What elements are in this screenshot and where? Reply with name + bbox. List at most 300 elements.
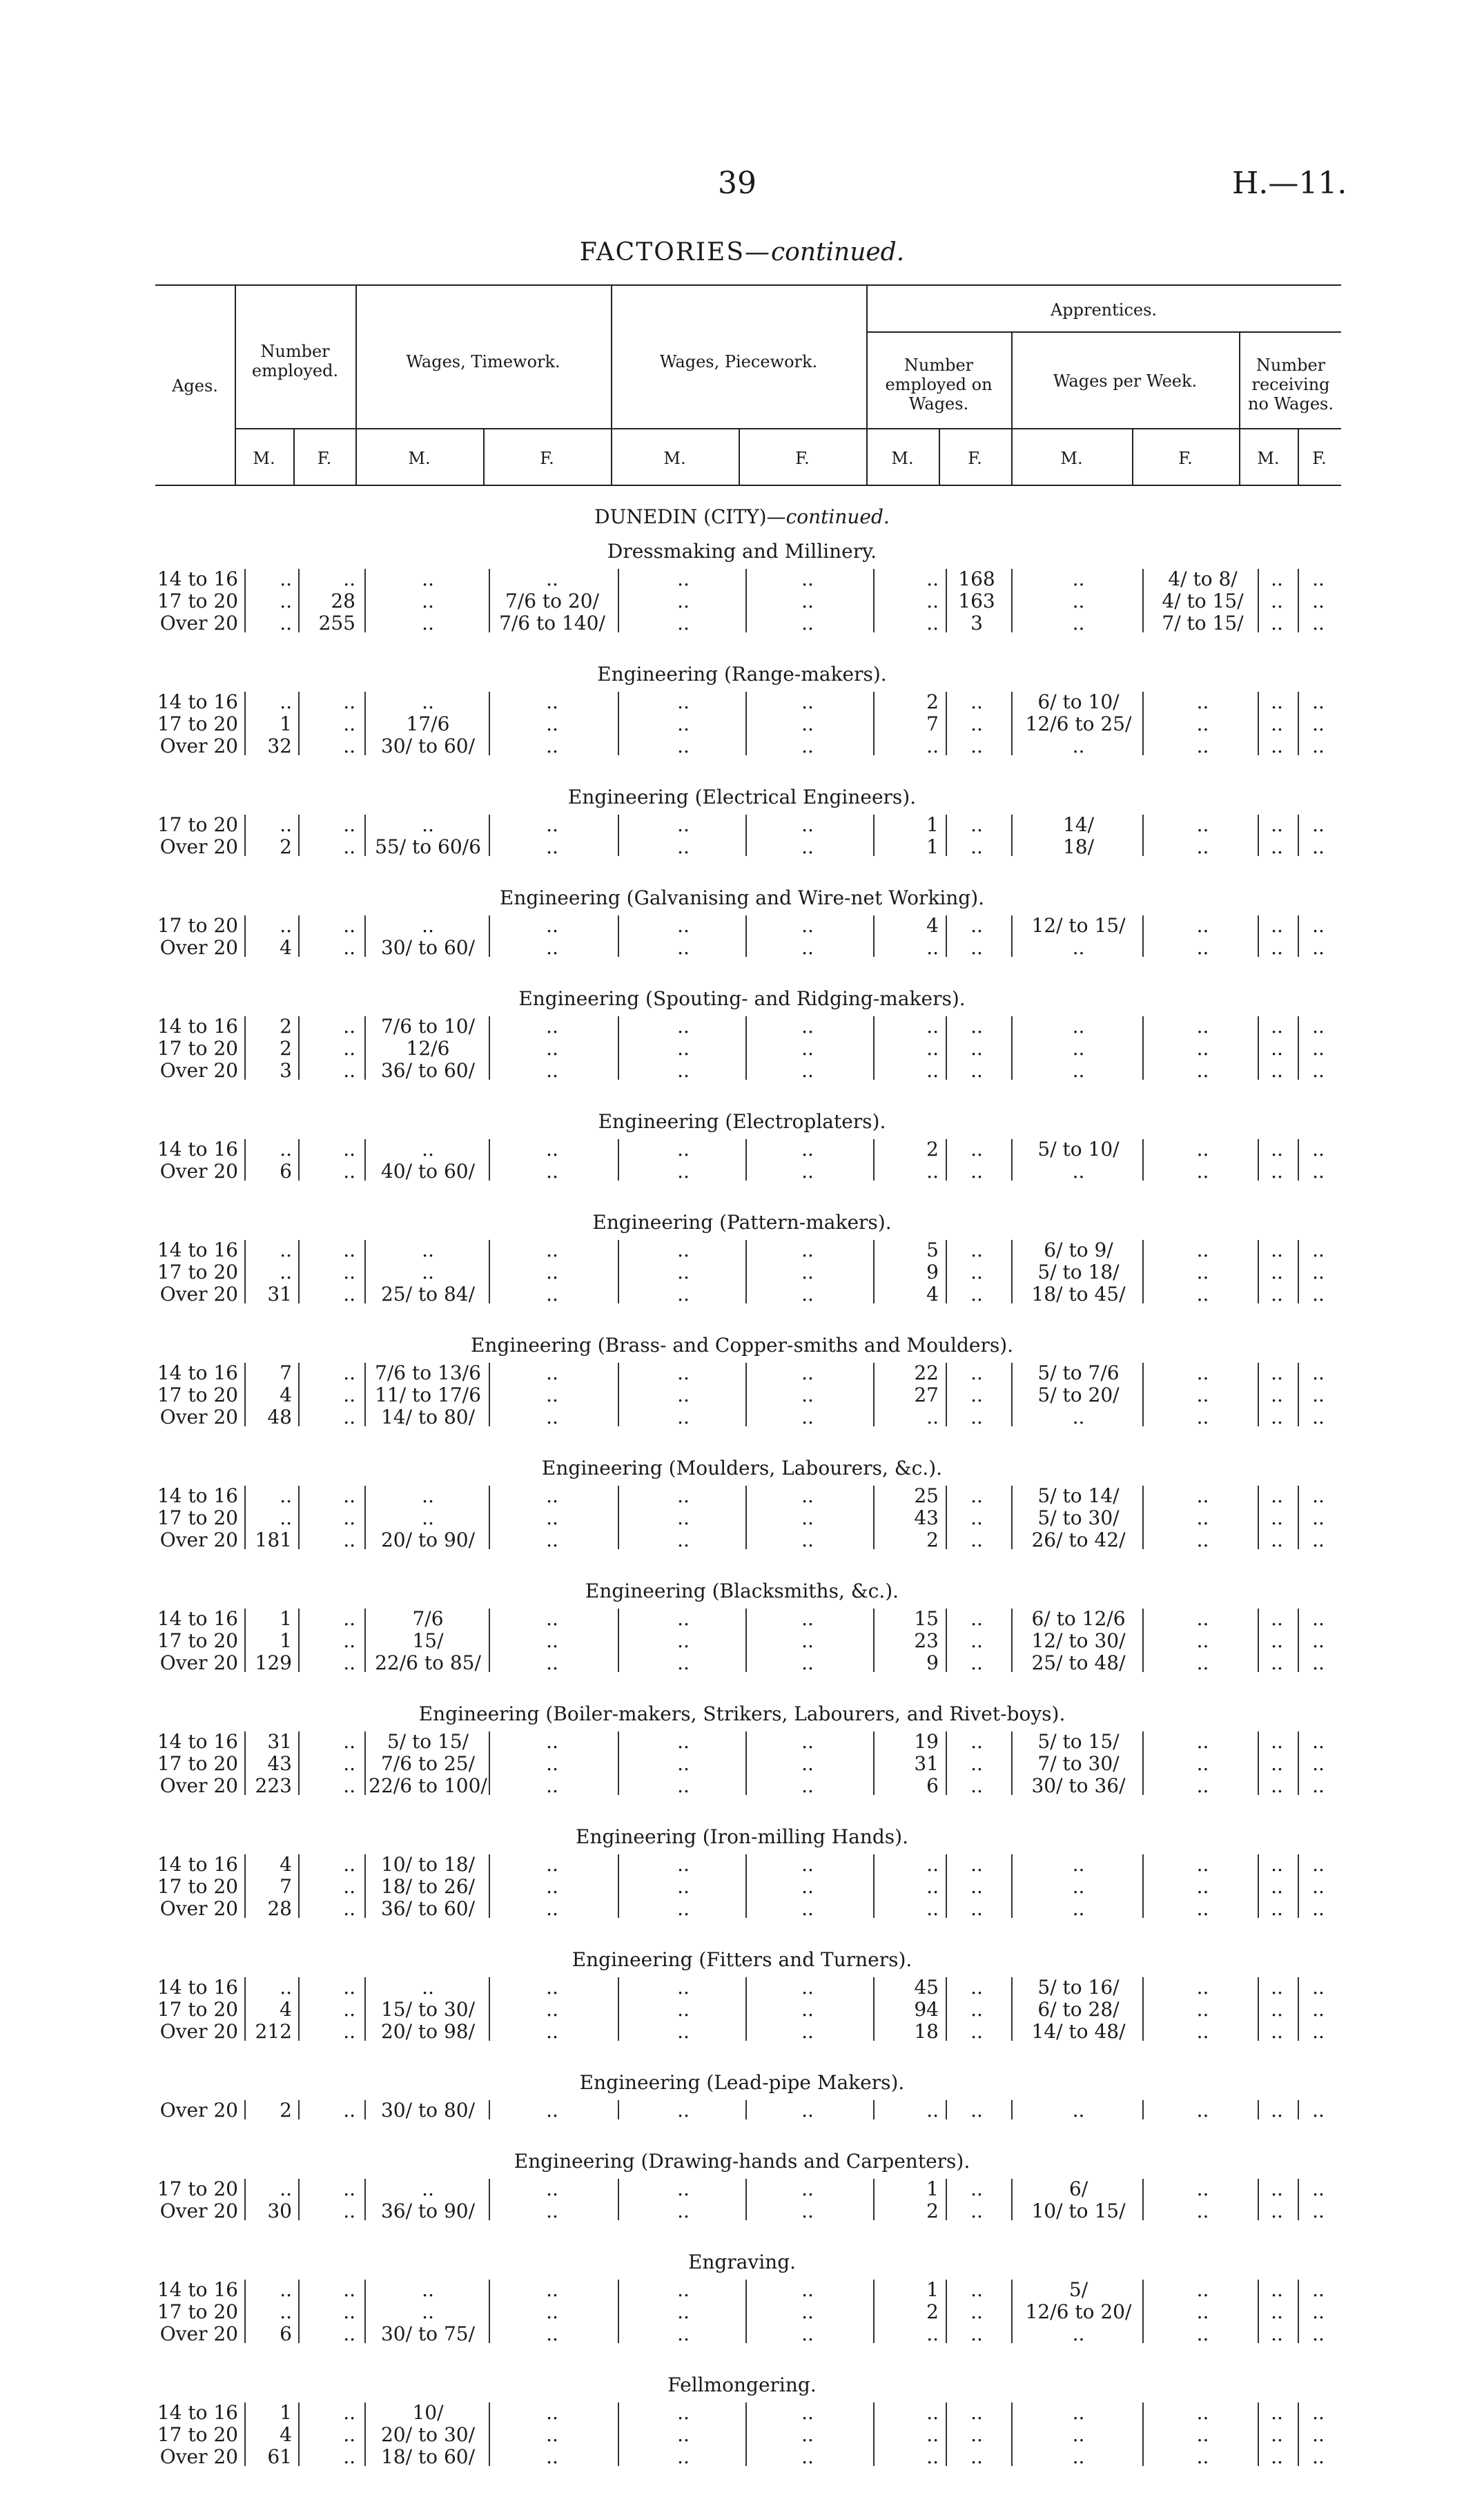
employed-male: ..: [280, 1484, 292, 1507]
column-rule: [873, 569, 875, 632]
column-rule: [946, 1240, 947, 1303]
no-wages-male: ..: [1271, 1261, 1283, 1283]
employed-female: ..: [343, 1998, 355, 2021]
table-row: [0, 2099, 1484, 2121]
column-rule: [298, 2100, 300, 2119]
piecework-wages-female: ..: [801, 1853, 814, 1876]
no-wages-female: ..: [1312, 2322, 1325, 2345]
column-rule: [873, 2280, 875, 2343]
no-wages-male: ..: [1271, 2423, 1283, 2446]
apprentice-wages-female: ..: [1196, 1875, 1209, 1898]
employed-male: 7: [280, 1361, 292, 1384]
piecework-wages-female: ..: [801, 1261, 814, 1283]
table-row: [0, 2177, 1484, 2200]
section-title: Engineering (Spouting- and Ridging-makers).: [518, 987, 966, 1010]
piecework-wages-female: ..: [801, 835, 814, 858]
column-rule: [1258, 1609, 1259, 1672]
header-f: F.: [795, 449, 810, 468]
piecework-wages-female: ..: [801, 1484, 814, 1507]
timework-wages-male: 12/6: [406, 1037, 450, 1060]
column-rule: [873, 1016, 875, 1080]
age-group: 14 to 16: [157, 1607, 238, 1630]
column-rule: [244, 1016, 246, 1080]
no-wages-female: ..: [1312, 2177, 1325, 2200]
apprentice-count-female: ..: [970, 690, 983, 713]
employed-female: ..: [343, 914, 355, 937]
section-title: Engineering (Pattern-makers).: [592, 1211, 892, 1234]
column-rule: [618, 1139, 619, 1181]
header-m: M.: [1060, 449, 1083, 468]
column-rule: [1011, 1363, 1013, 1426]
employed-male: 1: [280, 2401, 292, 2424]
apprentice-count-male: 4: [926, 1283, 939, 1305]
table-row: [0, 1160, 1484, 1182]
column-rule: [1258, 569, 1259, 632]
header-m: M.: [891, 449, 914, 468]
header-number-employed: Number employed.: [251, 342, 339, 380]
table-row: [0, 2423, 1484, 2445]
no-wages-male: ..: [1271, 1752, 1283, 1775]
section-title: Engineering (Fitters and Turners).: [572, 1948, 912, 1971]
no-wages-male: ..: [1271, 612, 1283, 634]
employed-male: 2: [280, 1037, 292, 1060]
timework-wages-female: ..: [546, 1774, 558, 1797]
apprentice-wages-male: ..: [1072, 1015, 1085, 1038]
age-group: 17 to 20: [157, 1875, 238, 1898]
employed-female: ..: [343, 835, 355, 858]
apprentice-count-male: ..: [926, 1015, 939, 1038]
apprentice-count-male: 2: [926, 1528, 939, 1551]
no-wages-female: ..: [1312, 735, 1325, 757]
apprentice-count-male: 2: [926, 2200, 939, 2222]
timework-wages-male: 18/ to 26/: [380, 1875, 476, 1898]
column-rule: [618, 915, 619, 957]
table-row: [0, 1037, 1484, 1059]
piecework-wages-female: ..: [801, 2020, 814, 2043]
apprentice-wages-female: ..: [1196, 1651, 1209, 1674]
column-rule: [873, 1363, 875, 1426]
no-wages-female: ..: [1312, 1484, 1325, 1507]
piecework-wages-male: ..: [677, 567, 690, 590]
column-rule: [1258, 1139, 1259, 1181]
table-row: [0, 2300, 1484, 2322]
column-rule: [244, 1609, 246, 1672]
column-rule: [946, 1731, 947, 1795]
apprentice-count-female: ..: [970, 1629, 983, 1652]
timework-wages-male: 7/6: [412, 1607, 444, 1630]
apprentice-wages-male: ..: [1072, 1037, 1085, 1060]
age-group: Over 20: [159, 1528, 238, 1551]
column-rule: [618, 1609, 619, 1672]
column-rule: [1258, 2179, 1259, 2220]
employed-female: ..: [343, 2423, 355, 2446]
column-rule: [1142, 1016, 1144, 1080]
age-group: Over 20: [159, 1160, 238, 1183]
piecework-wages-male: ..: [677, 712, 690, 735]
apprentice-wages-male: 5/ to 15/: [1037, 1730, 1120, 1753]
apprentice-count-female: ..: [970, 1484, 983, 1507]
column-rule: [1298, 1139, 1299, 1181]
column-rule: [745, 2280, 747, 2343]
employed-male: 181: [255, 1528, 292, 1551]
employed-female: ..: [343, 1651, 355, 1674]
no-wages-female: ..: [1312, 590, 1325, 612]
timework-wages-female: ..: [546, 1160, 558, 1183]
column-rule: [298, 1016, 300, 1080]
column-rule: [873, 815, 875, 856]
timework-wages-male: 36/ to 60/: [380, 1059, 476, 1082]
employed-male: 223: [255, 1774, 292, 1797]
column-rule: [1142, 1977, 1144, 2041]
apprentice-count-female: ..: [970, 1361, 983, 1384]
timework-wages-male: ..: [422, 612, 434, 634]
no-wages-male: ..: [1271, 2322, 1283, 2345]
apprentice-wages-male: 6/ to 12/6: [1031, 1607, 1126, 1630]
apprentice-count-male: 27: [914, 1384, 939, 1406]
column-rule: [244, 2100, 246, 2119]
column-rule: [1142, 1609, 1144, 1672]
piecework-wages-female: ..: [801, 712, 814, 735]
no-wages-male: ..: [1271, 1059, 1283, 1082]
column-rule: [946, 1486, 947, 1549]
apprentice-wages-male: 5/ to 18/: [1037, 1261, 1120, 1283]
no-wages-male: ..: [1271, 813, 1283, 836]
apprentice-wages-male: 6/ to 10/: [1037, 690, 1120, 713]
employed-male: 6: [280, 1160, 292, 1183]
apprentice-wages-male: 25/ to 48/: [1031, 1651, 1126, 1674]
age-group: 14 to 16: [157, 690, 238, 713]
piecework-wages-female: ..: [801, 612, 814, 634]
no-wages-female: ..: [1312, 1998, 1325, 2021]
table-row: [0, 590, 1484, 612]
apprentice-wages-female: ..: [1196, 1897, 1209, 1920]
column-rule: [1011, 915, 1013, 957]
employed-female: ..: [343, 1239, 355, 1261]
age-group: 17 to 20: [157, 2177, 238, 2200]
piecework-wages-male: ..: [677, 1897, 690, 1920]
header-ages: Ages.: [172, 376, 218, 396]
apprentice-wages-male: 6/ to 28/: [1037, 1998, 1120, 2021]
table-row: [0, 835, 1484, 857]
column-rule: [364, 1854, 366, 1918]
table-row: [0, 2322, 1484, 2344]
apprentice-wages-male: ..: [1072, 2423, 1085, 2446]
no-wages-female: ..: [1312, 1015, 1325, 1038]
age-group: Over 20: [159, 2099, 238, 2122]
apprentice-count-male: 31: [914, 1752, 939, 1775]
piecework-wages-female: ..: [801, 1059, 814, 1082]
piecework-wages-male: ..: [677, 1261, 690, 1283]
column-rule: [618, 1731, 619, 1795]
column-rule: [618, 1016, 619, 1080]
page-title: [0, 238, 1484, 266]
column-rule: [298, 1609, 300, 1672]
employed-male: ..: [280, 1506, 292, 1529]
timework-wages-male: ..: [422, 2278, 434, 2301]
column-header: [155, 283, 1341, 490]
column-rule: [244, 2280, 246, 2343]
employed-male: 1: [280, 1607, 292, 1630]
employed-female: 255: [318, 612, 355, 634]
age-group: 17 to 20: [157, 1384, 238, 1406]
timework-wages-male: 15/: [412, 1629, 444, 1652]
apprentice-wages-male: 12/6 to 20/: [1025, 2300, 1132, 2323]
section-title: Engraving.: [687, 2251, 797, 2273]
column-rule: [1258, 2100, 1259, 2119]
apprentice-wages-male: 5/ to 30/: [1037, 1506, 1120, 1529]
employed-female: ..: [343, 1361, 355, 1384]
employed-female: ..: [343, 1629, 355, 1652]
column-rule: [364, 1139, 366, 1181]
piecework-wages-female: ..: [801, 2401, 814, 2424]
no-wages-male: ..: [1271, 590, 1283, 612]
piecework-wages-male: ..: [677, 1361, 690, 1384]
column-rule: [1298, 1486, 1299, 1549]
column-rule: [298, 1854, 300, 1918]
apprentice-wages-male: ..: [1072, 1875, 1085, 1898]
column-rule: [618, 569, 619, 632]
timework-wages-male: ..: [422, 590, 434, 612]
no-wages-male: ..: [1271, 2200, 1283, 2222]
no-wages-female: ..: [1312, 2278, 1325, 2301]
piecework-wages-male: ..: [677, 590, 690, 612]
timework-wages-female: ..: [546, 1484, 558, 1507]
employed-female: ..: [343, 735, 355, 757]
column-rule: [244, 1486, 246, 1549]
no-wages-male: ..: [1271, 835, 1283, 858]
piecework-wages-male: ..: [677, 1875, 690, 1898]
apprentice-wages-female: ..: [1196, 1730, 1209, 1753]
piecework-wages-male: ..: [677, 2278, 690, 2301]
piecework-wages-male: ..: [677, 936, 690, 959]
apprentice-wages-female: ..: [1196, 1752, 1209, 1775]
piecework-wages-female: ..: [801, 1998, 814, 2021]
table-row: [0, 813, 1484, 835]
column-rule: [618, 2402, 619, 2466]
employed-male: ..: [280, 914, 292, 937]
timework-wages-male: ..: [422, 1138, 434, 1161]
apprentice-wages-female: ..: [1196, 1406, 1209, 1428]
no-wages-male: ..: [1271, 1361, 1283, 1384]
employed-female: ..: [343, 2401, 355, 2424]
piecework-wages-female: ..: [801, 2099, 814, 2122]
no-wages-male: ..: [1271, 2445, 1283, 2468]
piecework-wages-female: ..: [801, 936, 814, 959]
table-row: [0, 2401, 1484, 2423]
piecework-wages-male: ..: [677, 1629, 690, 1652]
piecework-wages-female: ..: [801, 2300, 814, 2323]
column-rule: [745, 2179, 747, 2220]
column-rule: [873, 1240, 875, 1303]
apprentice-wages-male: ..: [1072, 2445, 1085, 2468]
timework-wages-male: ..: [422, 1261, 434, 1283]
column-rule: [1142, 569, 1144, 632]
employed-female: ..: [343, 1875, 355, 1898]
column-rule: [489, 915, 490, 957]
piecework-wages-male: ..: [677, 1239, 690, 1261]
header-f: F.: [1178, 449, 1193, 468]
section-title: Engineering (Boiler-makers, Strikers, Labourers, and Rivet-boys).: [418, 1702, 1066, 1725]
apprentice-wages-female: ..: [1196, 2177, 1209, 2200]
piecework-wages-female: ..: [801, 1897, 814, 1920]
piecework-wages-female: ..: [801, 1774, 814, 1797]
timework-wages-female: ..: [546, 1406, 558, 1428]
column-rule: [364, 2280, 366, 2343]
piecework-wages-female: ..: [801, 813, 814, 836]
no-wages-male: ..: [1271, 567, 1283, 590]
apprentice-count-male: ..: [926, 2423, 939, 2446]
employed-male: ..: [280, 813, 292, 836]
column-rule: [873, 1854, 875, 1918]
age-group: Over 20: [159, 1283, 238, 1305]
column-rule: [946, 1363, 947, 1426]
employed-female: ..: [343, 1406, 355, 1428]
column-rule: [745, 1977, 747, 2041]
column-rule: [1258, 815, 1259, 856]
apprentice-count-male: 5: [926, 1239, 939, 1261]
age-group: 14 to 16: [157, 2401, 238, 2424]
no-wages-male: ..: [1271, 712, 1283, 735]
apprentice-wages-male: ..: [1072, 612, 1085, 634]
column-rule: [618, 692, 619, 755]
employed-male: 212: [255, 2020, 292, 2043]
apprentice-count-female: ..: [970, 2300, 983, 2323]
no-wages-male: ..: [1271, 1506, 1283, 1529]
timework-wages-female: ..: [546, 1897, 558, 1920]
table-row: [0, 1015, 1484, 1037]
timework-wages-male: 36/ to 60/: [380, 1897, 476, 1920]
timework-wages-female: ..: [546, 1651, 558, 1674]
no-wages-female: ..: [1312, 1853, 1325, 1876]
column-rule: [1258, 1016, 1259, 1080]
no-wages-male: ..: [1271, 1528, 1283, 1551]
no-wages-male: ..: [1271, 1730, 1283, 1753]
section-title: Dressmaking and Millinery.: [607, 540, 877, 563]
apprentice-count-female: ..: [970, 2200, 983, 2222]
timework-wages-female: ..: [546, 2200, 558, 2222]
header-m: M.: [1257, 449, 1280, 468]
timework-wages-male: ..: [422, 2177, 434, 2200]
timework-wages-female: ..: [546, 1853, 558, 1876]
employed-female: ..: [343, 2300, 355, 2323]
piecework-wages-male: ..: [677, 612, 690, 634]
age-group: 17 to 20: [157, 914, 238, 937]
column-rule: [244, 1854, 246, 1918]
apprentice-count-male: 4: [926, 914, 939, 937]
apprentice-count-female: ..: [970, 2278, 983, 2301]
column-rule: [364, 1977, 366, 2041]
column-rule: [1258, 1977, 1259, 2041]
timework-wages-female: ..: [546, 1629, 558, 1652]
column-rule: [1011, 1139, 1013, 1181]
table-row: [0, 1629, 1484, 1651]
timework-wages-female: ..: [546, 1875, 558, 1898]
timework-wages-female: ..: [546, 2423, 558, 2446]
apprentice-count-male: 15: [914, 1607, 939, 1630]
column-rule: [745, 569, 747, 632]
timework-wages-male: 30/ to 80/: [380, 2099, 476, 2122]
piecework-wages-female: ..: [801, 567, 814, 590]
piecework-wages-female: ..: [801, 1976, 814, 1999]
table-row: [0, 1998, 1484, 2020]
section-title: Engineering (Electrical Engineers).: [567, 786, 917, 808]
apprentice-wages-female: ..: [1196, 1998, 1209, 2021]
employed-male: 2: [280, 2099, 292, 2122]
piecework-wages-male: ..: [677, 1998, 690, 2021]
column-rule: [745, 692, 747, 755]
apprentice-wages-female: ..: [1196, 1239, 1209, 1261]
timework-wages-male: 25/ to 84/: [380, 1283, 476, 1305]
apprentice-wages-female: ..: [1196, 813, 1209, 836]
employed-female: ..: [343, 1138, 355, 1161]
timework-wages-male: 7/6 to 10/: [380, 1015, 476, 1038]
no-wages-female: ..: [1312, 1406, 1325, 1428]
employed-male: 1: [280, 1629, 292, 1652]
timework-wages-female: 7/6 to 20/: [505, 590, 600, 612]
apprentice-wages-male: 10/ to 15/: [1031, 2200, 1126, 2222]
apprentice-count-male: 7: [926, 712, 939, 735]
timework-wages-male: 30/ to 75/: [380, 2322, 476, 2345]
piecework-wages-male: ..: [677, 1037, 690, 1060]
column-rule: [244, 1363, 246, 1426]
column-rule: [745, 1854, 747, 1918]
timework-wages-male: 11/ to 17/6: [375, 1384, 481, 1406]
no-wages-male: ..: [1271, 1607, 1283, 1630]
column-rule: [946, 815, 947, 856]
no-wages-male: ..: [1271, 1015, 1283, 1038]
apprentice-wages-female: ..: [1196, 712, 1209, 735]
column-rule: [618, 815, 619, 856]
apprentice-wages-male: 5/ to 10/: [1037, 1138, 1120, 1161]
timework-wages-female: ..: [546, 813, 558, 836]
header-apprentice-wages: Wages per Week.: [1053, 371, 1198, 391]
apprentice-count-female: ..: [970, 813, 983, 836]
column-rule: [873, 2100, 875, 2119]
piecework-wages-female: ..: [801, 1506, 814, 1529]
apprentice-count-male: ..: [926, 567, 939, 590]
no-wages-male: ..: [1271, 1283, 1283, 1305]
column-rule: [1011, 569, 1013, 632]
apprentice-count-female: ..: [970, 1015, 983, 1038]
column-rule: [298, 2402, 300, 2466]
timework-wages-male: 17/6: [406, 712, 450, 735]
column-rule: [1258, 1486, 1259, 1549]
employed-male: 4: [280, 1998, 292, 2021]
column-rule: [1011, 1240, 1013, 1303]
employed-male: 43: [267, 1752, 292, 1775]
timework-wages-female: ..: [546, 2278, 558, 2301]
city-heading: [0, 505, 1484, 528]
apprentice-count-male: 1: [926, 2278, 939, 2301]
employed-female: ..: [343, 2445, 355, 2468]
apprentice-count-male: ..: [926, 1406, 939, 1428]
column-rule: [1011, 692, 1013, 755]
column-rule: [1142, 1363, 1144, 1426]
apprentice-wages-female: ..: [1196, 1361, 1209, 1384]
no-wages-female: ..: [1312, 1528, 1325, 1551]
no-wages-female: ..: [1312, 1261, 1325, 1283]
timework-wages-female: ..: [546, 567, 558, 590]
employed-female: ..: [343, 1607, 355, 1630]
timework-wages-male: ..: [422, 1239, 434, 1261]
age-group: 17 to 20: [157, 1261, 238, 1283]
age-group: Over 20: [159, 1774, 238, 1797]
no-wages-female: ..: [1312, 1875, 1325, 1898]
apprentice-count-male: ..: [926, 1897, 939, 1920]
apprentice-count-male: 1: [926, 813, 939, 836]
timework-wages-female: ..: [546, 1506, 558, 1529]
column-rule: [298, 1139, 300, 1181]
